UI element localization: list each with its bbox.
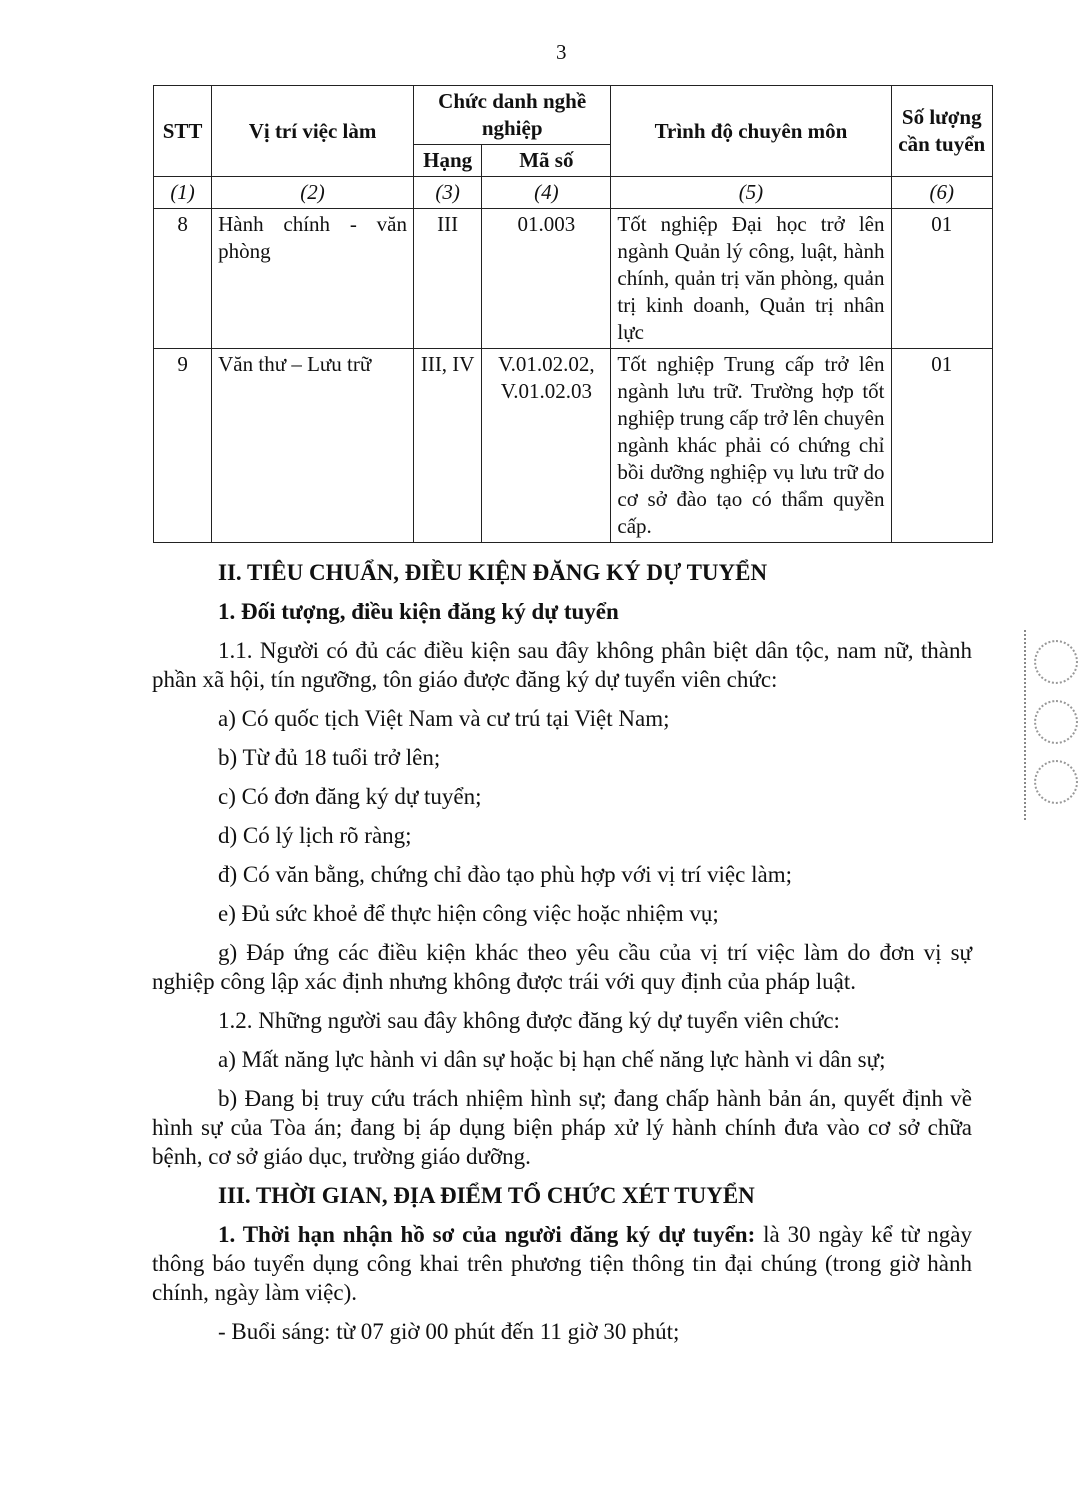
header-stt: STT — [154, 86, 212, 177]
row-rank: III, IV — [413, 349, 481, 543]
row-qualification: Tốt nghiệp Trung cấp trở lên ngành lưu trữ. Trường hợp tốt nghiệp trung cấp trở lên chuyên ngành khác phải có chứng chỉ bồi dưỡng nghiệp vụ lưu trữ do cơ sở đào tạo có thẩm quyền cấp. — [611, 349, 891, 543]
section-2-heading: II. TIÊU CHUẨN, ĐIỀU KIỆN ĐĂNG KÝ DỰ TUYỂN — [218, 560, 768, 585]
deadline-paragraph — [152, 1220, 972, 1307]
header-qualification: Trình độ chuyên môn — [611, 86, 891, 177]
paragraph-1-2: 1.2. Những người sau đây không được đăng ký dự tuyển viên chức: — [218, 1008, 840, 1033]
condition-d: d) Có lý lịch rõ ràng; — [218, 823, 412, 848]
index-cell: (5) — [611, 177, 891, 209]
header-position: Vị trí việc làm — [212, 86, 414, 177]
row-rank: III — [413, 209, 481, 349]
page-number: 3 — [556, 40, 567, 64]
index-cell: (6) — [891, 177, 993, 209]
seal-stamp-fragment — [1024, 630, 1078, 820]
row-qualification: Tốt nghiệp Đại học trở lên ngành Quản lý công, luật, hành chính, quản trị văn phòng, quản trị kinh doanh, Quản trị nhân lực — [611, 209, 891, 349]
condition-g: g) Đáp ứng các điều kiện khác theo yêu cầu của vị trí việc làm do đơn vị sự nghiệp công lập xác định nhưng không được trái với quy định của pháp luật. — [152, 940, 972, 994]
table-index-row — [154, 177, 993, 209]
row-stt: 9 — [154, 349, 212, 543]
seal-mark — [1034, 700, 1078, 744]
row-quantity: 01 — [891, 209, 993, 349]
index-cell: (2) — [212, 177, 414, 209]
row-code: 01.003 — [482, 209, 611, 349]
row-position: Văn thư – Lưu trữ — [212, 349, 414, 543]
section-2-subheading: 1. Đối tượng, điều kiện đăng ký dự tuyển — [218, 599, 619, 624]
table-row — [154, 209, 993, 349]
row-position: Hành chính - văn phòng — [212, 209, 414, 349]
recruitment-table — [153, 85, 993, 543]
document-body — [152, 558, 972, 1356]
deadline-text: là 30 ngày kể từ ngày thông báo tuyển dụng công khai trên phương tiện thông tin đại chúng (trong giờ hành chính, ngày làm việc). — [152, 1222, 972, 1305]
section-3-heading: III. THỜI GIAN, ĐỊA ĐIỂM TỔ CHỨC XÉT TUYỂN — [218, 1183, 755, 1208]
condition-a: a) Có quốc tịch Việt Nam và cư trú tại Việt Nam; — [218, 706, 670, 731]
deadline-label: 1. Thời hạn nhận hồ sơ của người đăng ký dự tuyển: — [218, 1222, 756, 1247]
condition-c: c) Có đơn đăng ký dự tuyển; — [218, 784, 482, 809]
exclusion-b: b) Đang bị truy cứu trách nhiệm hình sự; đang chấp hành bản án, quyết định về hình sự của Tòa án; đang bị áp dụng biện pháp xử lý hành chính đưa vào cơ sở chữa bệnh, cơ sở giáo dục, trường giáo dưỡng. — [152, 1086, 972, 1169]
table-header-row — [154, 86, 993, 145]
seal-mark — [1034, 760, 1078, 804]
header-code: Mã số — [482, 145, 611, 177]
row-quantity: 01 — [891, 349, 993, 543]
condition-e: e) Đủ sức khoẻ để thực hiện công việc hoặc nhiệm vụ; — [218, 901, 719, 926]
condition-dd: đ) Có văn bằng, chứng chỉ đào tạo phù hợp với vị trí việc làm; — [218, 862, 792, 887]
row-code: V.01.02.02, V.01.02.03 — [482, 349, 611, 543]
paragraph-1-1: 1.1. Người có đủ các điều kiện sau đây không phân biệt dân tộc, nam nữ, thành phần xã hội, tín ngưỡng, tôn giáo được đăng ký dự tuyển viên chức: — [152, 638, 972, 692]
header-rank: Hạng — [413, 145, 481, 177]
index-cell: (4) — [482, 177, 611, 209]
row-stt: 8 — [154, 209, 212, 349]
header-title-group: Chức danh nghề nghiệp — [413, 86, 610, 145]
exclusion-a: a) Mất năng lực hành vi dân sự hoặc bị hạn chế năng lực hành vi dân sự; — [218, 1047, 886, 1072]
condition-b: b) Từ đủ 18 tuổi trở lên; — [218, 745, 441, 770]
index-cell: (3) — [413, 177, 481, 209]
seal-mark — [1034, 640, 1078, 684]
morning-hours: - Buổi sáng: từ 07 giờ 00 phút đến 11 giờ 30 phút; — [218, 1319, 680, 1344]
header-quantity: Số lượng cần tuyển — [891, 86, 993, 177]
table-row — [154, 349, 993, 543]
index-cell: (1) — [154, 177, 212, 209]
